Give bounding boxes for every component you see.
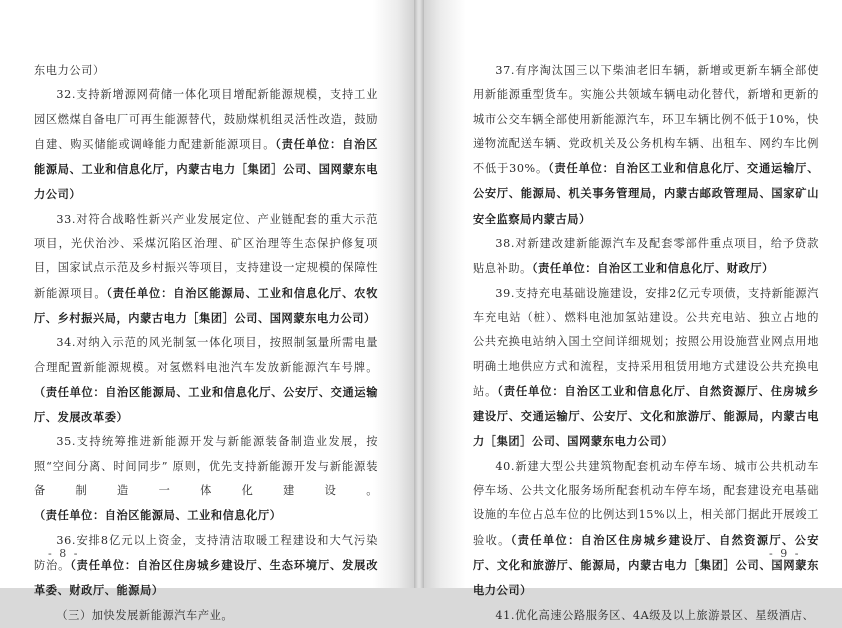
paragraph-text: 东电力公司） bbox=[34, 64, 105, 77]
left-page-body bbox=[34, 59, 378, 628]
responsibility-note: （责任单位：自治区工业和信息化厅、交通运输厅、公安厅、能源局、机关事务管理局，内蒙古邮政管理局、国家矿山安全监察局内蒙古局） bbox=[473, 161, 819, 226]
paragraph-text: 35.支持统筹推进新能源开发与新能源装备制造业发展，按照“空间分离、时间同步” 原则，优先支持新能源开发与新能源装备制造一体化建设。 bbox=[34, 435, 378, 498]
page-number: - 9 - bbox=[769, 547, 801, 560]
paragraph-text: 34.对纳入示范的风光制氢一体化项目，按照制氢量所需电量合理配置新能源规模。对氢燃料电池汽车发放新能源汽车号牌。 bbox=[34, 336, 378, 374]
paragraph bbox=[473, 232, 819, 282]
responsibility-note: （责任单位：自治区能源局、工业和信息化厅，内蒙古电力［集团］公司、国网蒙东电力公司） bbox=[34, 136, 378, 202]
left-page bbox=[0, 0, 414, 622]
right-page bbox=[424, 0, 842, 622]
responsibility-note: （责任单位：自治区工业和信息化厅、财政厅） bbox=[531, 261, 774, 276]
paragraph-text: 39.支持充电基础设施建设，安排2亿元专项债，支持新能源汽车充电站（桩）、燃料电池加氢站建设。公共充电站、独立占地的公共充换电站纳入国土空间详细规划；按照公用设施营业网点用地明确土地供应方式和流程，支持采用租赁用地方式建设公共充换电站。 bbox=[473, 286, 819, 398]
paragraph bbox=[473, 59, 819, 232]
responsibility-note: （责任单位：自治区住房城乡建设厅、生态环境厅、发展改革委、财政厅、能源局） bbox=[34, 557, 378, 598]
paragraph-text: 40.新建大型公共建筑物配套机动车停车场、城市公共机动车停车场、公共文化服务场所配套机动车停车场，配套建设充电基础设施的车位占总车位的比例达到15%以上，相关部门据此开展竣工验收。 bbox=[473, 459, 819, 547]
responsibility-note: （责任单位：自治区住房城乡建设厅、自然资源厅、公安厅、文化和旅游厅、能源局，内蒙古电力［集团］公司、国网蒙东电力公司） bbox=[473, 532, 819, 598]
paragraph bbox=[34, 83, 378, 207]
paragraph bbox=[34, 529, 378, 604]
paragraph bbox=[34, 430, 378, 528]
paragraph-text: 37.有序淘汰国三以下柴油老旧车辆，新增或更新车辆全部使用新能源重型货车。实施公共领域车辆电动化替代，新增和更新的城市公交车辆全部使用新能源汽车，环卫车辆比例不低于10%，快递物流配送车辆、党政机关及公务机构车辆、出租车、网约车比例不低于30%。 bbox=[473, 64, 819, 176]
paragraph bbox=[34, 331, 378, 430]
page-number: - 8 - bbox=[48, 547, 80, 560]
paragraph-text: （三）加快发展新能源汽车产业。 bbox=[56, 608, 234, 622]
responsibility-note: （责任单位：自治区能源局、工业和信息化厅、公安厅、交通运输厅、发展改革委） bbox=[34, 384, 378, 425]
paragraph bbox=[473, 455, 819, 604]
paragraph-text: 36.安排8亿元以上资金，支持清洁取暖工程建设和大气污染防治。 bbox=[34, 533, 378, 572]
responsibility-note: （责任单位：自治区能源局、工业和信息化厅、农牧厅、乡村振兴局，内蒙古电力［集团］公司、国网蒙东电力公司） bbox=[34, 285, 378, 325]
paragraph bbox=[473, 604, 819, 628]
paragraph-text: 32.支持新增源网荷储一体化项目增配新能源规模，支持工业园区燃煤自备电厂可再生能源替代，鼓励煤机组灵活性改造，鼓励自建、购买储能或调峰能力配建新能源项目。 bbox=[34, 88, 378, 151]
paragraph bbox=[473, 282, 819, 455]
paragraph-text: 33.对符合战略性新兴产业发展定位、产业链配套的重大示范项目，光伏治沙、采煤沉陷区治理、矿区治理等生态保护修复项目，国家试点示范及乡村振兴等项目，支持建设一定规模的保障性新能源项目。 bbox=[34, 212, 378, 300]
section-heading bbox=[34, 604, 378, 628]
paragraph bbox=[34, 208, 378, 331]
right-page-body bbox=[473, 59, 819, 628]
book-gutter bbox=[414, 0, 424, 588]
responsibility-note: （责任单位：自治区工业和信息化厅、自然资源厅、住房城乡建设厅、交通运输厅、公安厅、文化和旅游厅、能源局，内蒙古电力［集团］公司、国网蒙东电力公司） bbox=[473, 383, 819, 449]
paragraph bbox=[34, 59, 378, 83]
responsibility-note: （责任单位：自治区能源局、工业和信息化厅） bbox=[34, 508, 282, 523]
paragraph-text: 41.优化高速公路服务区、4A级及以上旅游景区、星级酒店、 bbox=[495, 608, 815, 622]
paragraph-text: 38.对新建改建新能源汽车及配套零部件重点项目，给予贷款贴息补助。 bbox=[473, 237, 819, 276]
